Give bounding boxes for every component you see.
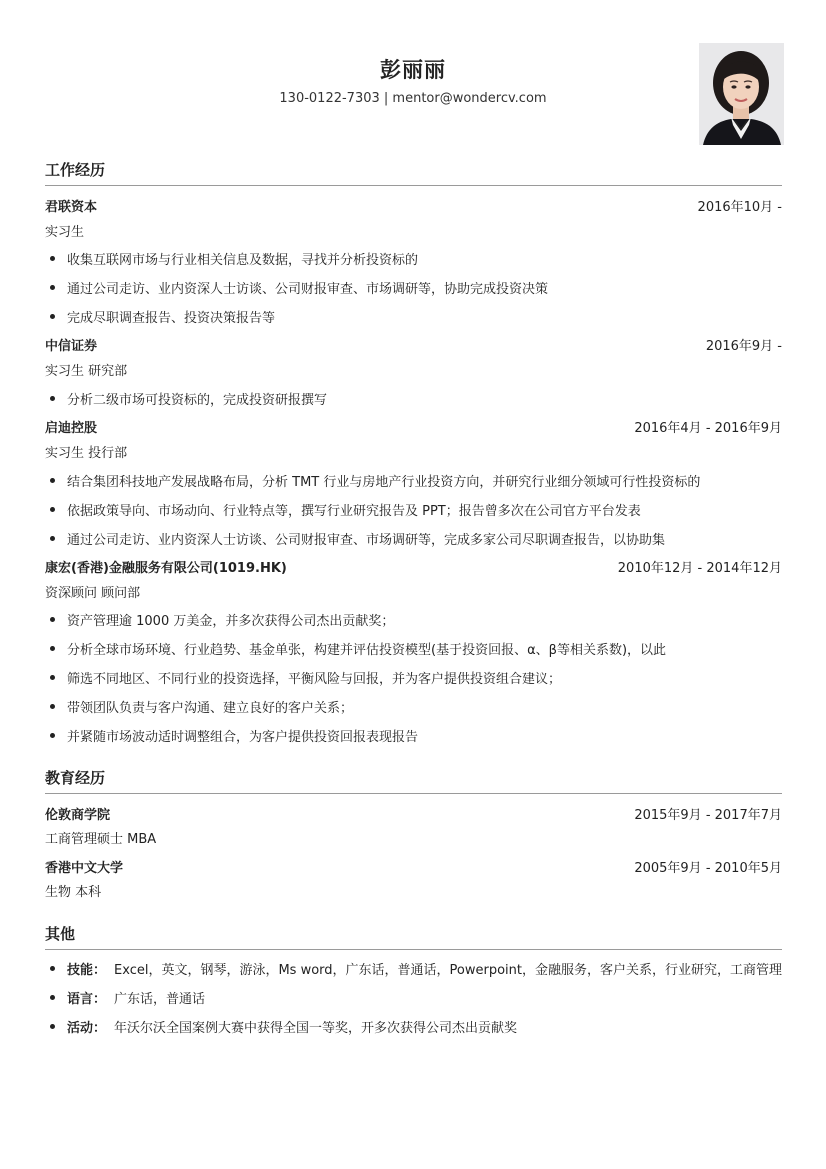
list-item	[45, 638, 782, 658]
list-item	[45, 248, 782, 268]
bullet-dot	[50, 1024, 55, 1029]
list-item	[45, 306, 782, 326]
bullet-text: 年沃尔沃全国案例大赛中获得全国一等奖，开多次获得公司杰出贡献奖	[114, 1020, 518, 1036]
section-title-work: 工作经历	[45, 161, 106, 179]
bullet-text: 并紧随市场波动适时调整组合，为客户提供投资回报表现报告	[67, 729, 419, 745]
bullet-text: 分析全球市场环境、行业趋势、基金单张，构建并评估投资模型(基于投资回报、α、β等相关系数)，以此	[67, 642, 667, 658]
bullet-text: 广东话，普通话	[114, 991, 206, 1007]
work-org: 中信证券	[45, 338, 98, 354]
education-date: 2005年9月 - 2010年5月	[634, 860, 782, 876]
section-divider	[45, 949, 782, 950]
work-date: 2016年9月 -	[705, 338, 782, 354]
list-item	[45, 987, 782, 1007]
bullet-text: 资产管理逾 1000 万美金，并多次获得公司杰出贡献奖；	[67, 613, 395, 629]
bullet-text: 依据政策导向、市场动向、行业特点等，撰写行业研究报告及 PPT；报告曾多次在公司官方平台发表	[67, 503, 641, 519]
bullet-label: 活动：	[67, 1020, 107, 1036]
resume-name: 彭丽丽	[380, 58, 446, 82]
work-role: 实习生	[45, 225, 85, 240]
section-title-education: 教育经历	[45, 769, 106, 787]
bullet-text: 筛选不同地区、不同行业的投资选择，平衡风险与回报，并为客户提供投资组合建议；	[67, 671, 562, 687]
list-item	[45, 528, 782, 548]
bullet-dot	[50, 478, 55, 483]
list-item	[45, 1016, 782, 1036]
bullet-text: 完成尽职调查报告、投资决策报告等	[67, 310, 276, 326]
list-item	[45, 609, 782, 629]
section-divider	[45, 793, 782, 794]
bullet-dot	[50, 675, 55, 680]
work-org: 启迪控股	[45, 420, 98, 436]
list-item	[45, 667, 782, 687]
profile-photo	[699, 43, 784, 145]
work-org: 康宏(香港)金融服务有限公司(1019.HK)	[45, 560, 287, 576]
bullet-dot	[50, 314, 55, 319]
bullet-dot	[50, 507, 55, 512]
work-date: 2016年10月 -	[697, 199, 782, 215]
work-date: 2010年12月 - 2014年12月	[617, 560, 782, 576]
education-date: 2015年9月 - 2017年7月	[634, 807, 782, 823]
bullet-text: 收集互联网市场与行业相关信息及数据，寻找并分析投资标的	[67, 252, 419, 268]
work-entry-header	[45, 556, 782, 576]
bullet-text: 结合集团科技地产发展战略布局，分析 TMT 行业与房地产行业投资方向，并研究行业细分领域可行性投资标的	[67, 474, 701, 490]
education-degree: 生物 本科	[45, 885, 102, 900]
work-entry-header	[45, 416, 782, 436]
list-item	[45, 725, 782, 745]
education-entry-header	[45, 803, 782, 823]
work-org: 君联资本	[45, 199, 98, 215]
list-item	[45, 958, 782, 978]
bullet-dot	[50, 733, 55, 738]
bullet-dot	[50, 995, 55, 1000]
list-item	[45, 499, 782, 519]
bullet-dot	[50, 396, 55, 401]
portrait-illustration	[699, 43, 784, 145]
work-role: 实习生 投行部	[45, 446, 128, 461]
work-role: 资深顾问 顾问部	[45, 586, 141, 601]
bullet-dot	[50, 646, 55, 651]
bullet-dot	[50, 704, 55, 709]
contact-info: 130-0122-7303 | mentor@wondercv.com	[279, 91, 547, 106]
list-item	[45, 470, 782, 490]
work-date: 2016年4月 - 2016年9月	[634, 420, 782, 436]
education-entry-header	[45, 856, 782, 876]
bullet-text: 带领团队负责与客户沟通、建立良好的客户关系；	[67, 700, 354, 716]
bullet-label: 语言：	[67, 991, 107, 1007]
bullet-label: 技能：	[67, 962, 107, 978]
bullet-text: 通过公司走访、业内资深人士访谈、公司财报审查、市场调研等，完成多家公司尽职调查报告，以协助集	[67, 532, 666, 548]
list-item	[45, 388, 782, 408]
work-entry-header	[45, 195, 782, 215]
bullet-text: 通过公司走访、业内资深人士访谈、公司财报审查、市场调研等，协助完成投资决策	[67, 281, 549, 297]
education-degree: 工商管理硕士 MBA	[45, 832, 157, 847]
section-divider	[45, 185, 782, 186]
bullet-dot	[50, 256, 55, 261]
education-org: 伦敦商学院	[45, 807, 111, 823]
section-title-other: 其他	[45, 925, 76, 943]
bullet-dot	[50, 285, 55, 290]
work-role: 实习生 研究部	[45, 364, 128, 379]
bullet-dot	[50, 966, 55, 971]
bullet-text: 分析二级市场可投资标的，完成投资研报撰写	[67, 392, 328, 408]
bullet-dot	[50, 617, 55, 622]
list-item	[45, 277, 782, 297]
list-item	[45, 696, 782, 716]
bullet-text: Excel，英文，钢琴，游泳，Ms word，广东话，普通话，Powerpoint，金融服务，客户关系，行业研究，工商管理	[114, 962, 782, 978]
education-org: 香港中文大学	[45, 860, 124, 876]
bullet-dot	[50, 536, 55, 541]
work-entry-header	[45, 334, 782, 354]
